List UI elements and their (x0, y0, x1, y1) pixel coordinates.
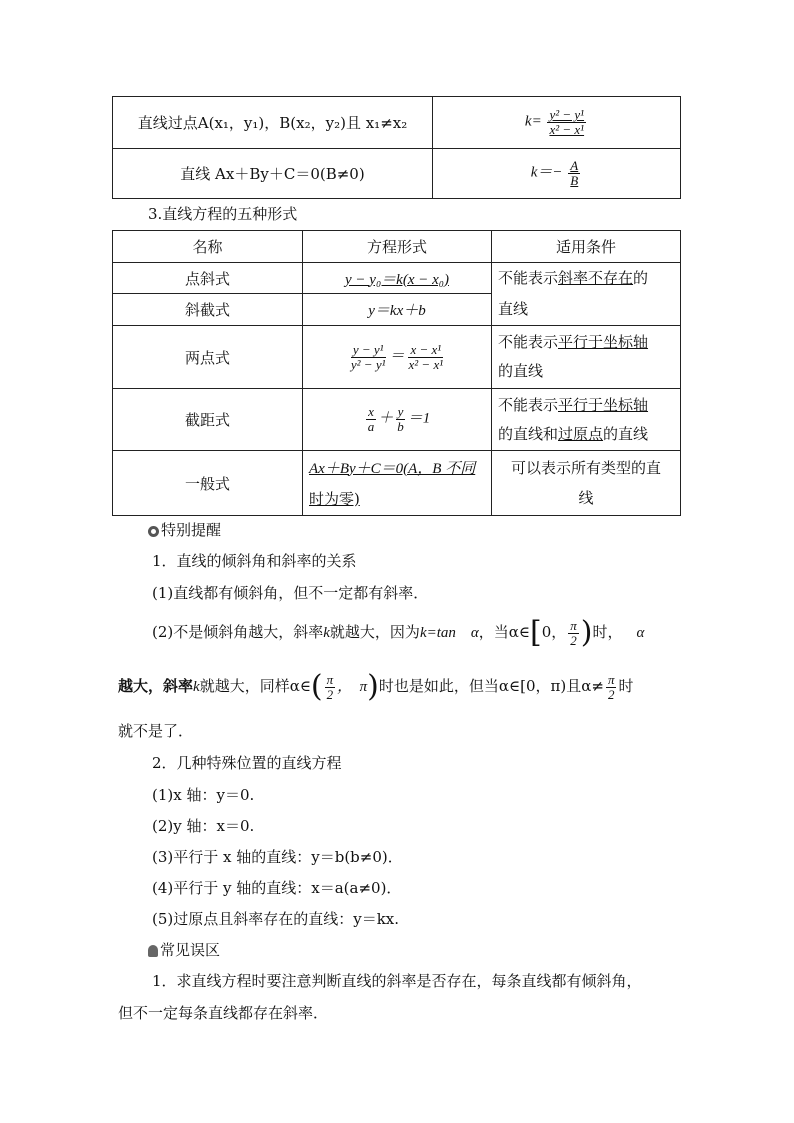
slope-table (112, 96, 681, 199)
header-form: 方程形式 (303, 231, 492, 263)
row-name-point-slope: 点斜式 (113, 263, 303, 294)
row-form-intercept (303, 389, 492, 451)
two-point-rhs (407, 343, 446, 371)
reminder-p2-3: (3)平行于 x 轴的直线：y＝b(b≠0)． (152, 848, 403, 866)
left-paren: ( (310, 669, 323, 704)
cond1-underlined: 斜率不存在 (558, 269, 634, 287)
row-name-general: 一般式 (113, 451, 303, 516)
b-den: b (397, 419, 404, 434)
k-neg-prefix: k＝− (530, 164, 563, 181)
pi-num-c: π (607, 671, 615, 687)
cond2-underlined: 平行于坐标轴 (558, 333, 649, 351)
cond1-post: 的 (633, 269, 649, 287)
header-condition: 适用条件 (492, 231, 681, 263)
target-icon (148, 526, 159, 537)
two-point-lhs (349, 343, 388, 371)
cond1-line2: 直线 (498, 300, 529, 318)
x-num: x (368, 404, 374, 420)
p1c-k: k (193, 679, 200, 695)
p1c-interval-right: ， π (337, 679, 368, 695)
slope-numerator: y² − y¹ (549, 107, 585, 123)
reminder-p2-title: 2．几种特殊位置的直线方程 (152, 754, 342, 772)
reminder-p2-1: (1)x 轴：y＝0. (152, 786, 255, 804)
general-slope-formula (433, 149, 681, 199)
mistakes-heading-text: 常见误区 (160, 941, 221, 959)
p1b-tan: k=tan α (419, 625, 479, 641)
reminder-p2-5: (5)过原点且斜率存在的直线：y＝kx. (152, 910, 400, 928)
reminder-p1-title: 1．直线的倾斜角和斜率的关系 (152, 552, 357, 570)
cond1-pre: 不能表示 (498, 269, 559, 287)
reminder-heading-text: 特别提醒 (161, 521, 222, 539)
general-line-cell (113, 149, 433, 199)
row-name-intercept: 截距式 (113, 389, 303, 451)
row-form-general (303, 451, 492, 516)
intercept-y-frac (395, 405, 406, 433)
row-form-point-slope: y − y₀＝k(x − x₀) (303, 263, 492, 294)
lhs-num: y − y¹ (352, 341, 384, 357)
lightbulb-icon (148, 945, 158, 957)
cond2-pre: 不能表示 (498, 333, 559, 351)
cond2-line2: 的直线 (498, 362, 544, 380)
header-name: 名称 (113, 231, 303, 263)
p1b-part3: ，当α∈ (478, 623, 530, 641)
a-den: a (367, 419, 375, 434)
p1b-part2: 就越大，因为 (329, 623, 420, 641)
right-paren: ) (580, 615, 593, 650)
reminder-p1-a: (1)直线都有倾斜角，但不一定都有斜率． (152, 584, 429, 602)
reminder-p1-c (118, 669, 634, 704)
reminder-p2-2: (2)y 轴：x＝0. (152, 817, 255, 835)
cond3-pre: 不能表示 (498, 395, 559, 414)
slope-two-points-text: 直线过点A(x₁，y₁)，B(x₂，y₂)且 x₁≠x₂ (137, 114, 408, 132)
rhs-den: x² − x¹ (408, 356, 444, 372)
pi-over-2-b (325, 673, 336, 701)
cond3-line2-pre: 的直线和 (498, 424, 559, 443)
p1c-part4: 时 (618, 677, 634, 695)
intercept-x-frac (366, 405, 377, 433)
right-paren-2: ) (367, 669, 379, 704)
cond4-line1: 可以表示所有类型的直 (510, 459, 661, 477)
reminder-p1-d: 就不是了． (118, 722, 194, 740)
reminder-p1-b (152, 615, 645, 650)
p1b-part4: 时， (592, 623, 623, 641)
p1c-part2: 就越大，同样α∈ (199, 677, 311, 695)
two-den-a: 2 (570, 632, 577, 648)
reminder-heading (148, 519, 221, 540)
cond3-line2-post: 的直线 (603, 424, 649, 443)
y-num: y (397, 404, 404, 420)
cond4-line2: 线 (578, 489, 594, 507)
slope-denominator: x² − x¹ (549, 122, 585, 137)
left-bracket: [ (530, 615, 542, 650)
condition-slope (492, 263, 681, 326)
condition-general (492, 451, 681, 516)
row-name-two-point: 两点式 (113, 326, 303, 389)
mistakes-p1-line1: 1．求直线方程时要注意判断直线的斜率是否存在，每条直线都有倾斜角， (152, 972, 642, 990)
section-title: 3.直线方程的五种形式 (148, 205, 298, 223)
p1c-part1: 越大，斜率 (118, 677, 194, 695)
general-line-text: 直线 Ax＋By＋C＝0(B≠0) (180, 165, 365, 183)
mistakes-heading (148, 939, 220, 960)
pi-num-b: π (326, 671, 334, 687)
intercept-tail: ＝1 (407, 410, 431, 427)
p1b-part1: (2)不是倾斜角越大，斜率 (152, 623, 324, 641)
row-name-slope-intercept: 斜截式 (113, 294, 303, 326)
lhs-den: y² − y¹ (350, 356, 386, 372)
row-form-two-point (303, 326, 492, 389)
general-numerator: A (570, 158, 579, 174)
condition-two-point (492, 326, 681, 389)
forms-table (112, 230, 681, 516)
slope-two-points-formula (433, 97, 681, 149)
cond3-underlined: 平行于坐标轴 (558, 395, 649, 414)
intercept-plus: ＋ (378, 410, 394, 427)
k-prefix: k= (524, 113, 542, 130)
p1c-part3: 时也是如此，但当α∈[0，π)且α≠ (378, 677, 604, 695)
reminder-p2-4: (4)平行于 y 轴的直线：x＝a(a≠0)． (152, 879, 402, 897)
general-form-line2: 时为零) (309, 489, 360, 508)
two-den-b: 2 (326, 686, 334, 702)
rhs-num: x − x¹ (410, 341, 442, 357)
mistakes-p1-line2: 但不一定每条直线都存在斜率． (118, 1004, 329, 1022)
general-form-line1: Ax＋By＋C＝0(A，B 不同 (309, 460, 476, 477)
two-den-c: 2 (607, 686, 615, 702)
p1b-k: k (323, 625, 330, 641)
pi-over-2-c (606, 673, 617, 701)
general-denominator: B (570, 173, 579, 188)
pi-num-a: π (570, 617, 577, 633)
condition-intercept (492, 389, 681, 451)
pi-over-2-a (568, 619, 579, 647)
row-form-slope-intercept: y＝kx＋b (303, 294, 492, 326)
cond3-line2-underlined: 过原点 (558, 424, 604, 443)
slope-fraction (547, 108, 586, 136)
general-slope-fraction (568, 159, 580, 187)
slope-two-points-cell (113, 97, 433, 149)
p1b-alpha: α (636, 625, 645, 641)
two-point-eq: ＝ (389, 348, 405, 365)
p1b-interval-left: 0， (541, 623, 567, 641)
